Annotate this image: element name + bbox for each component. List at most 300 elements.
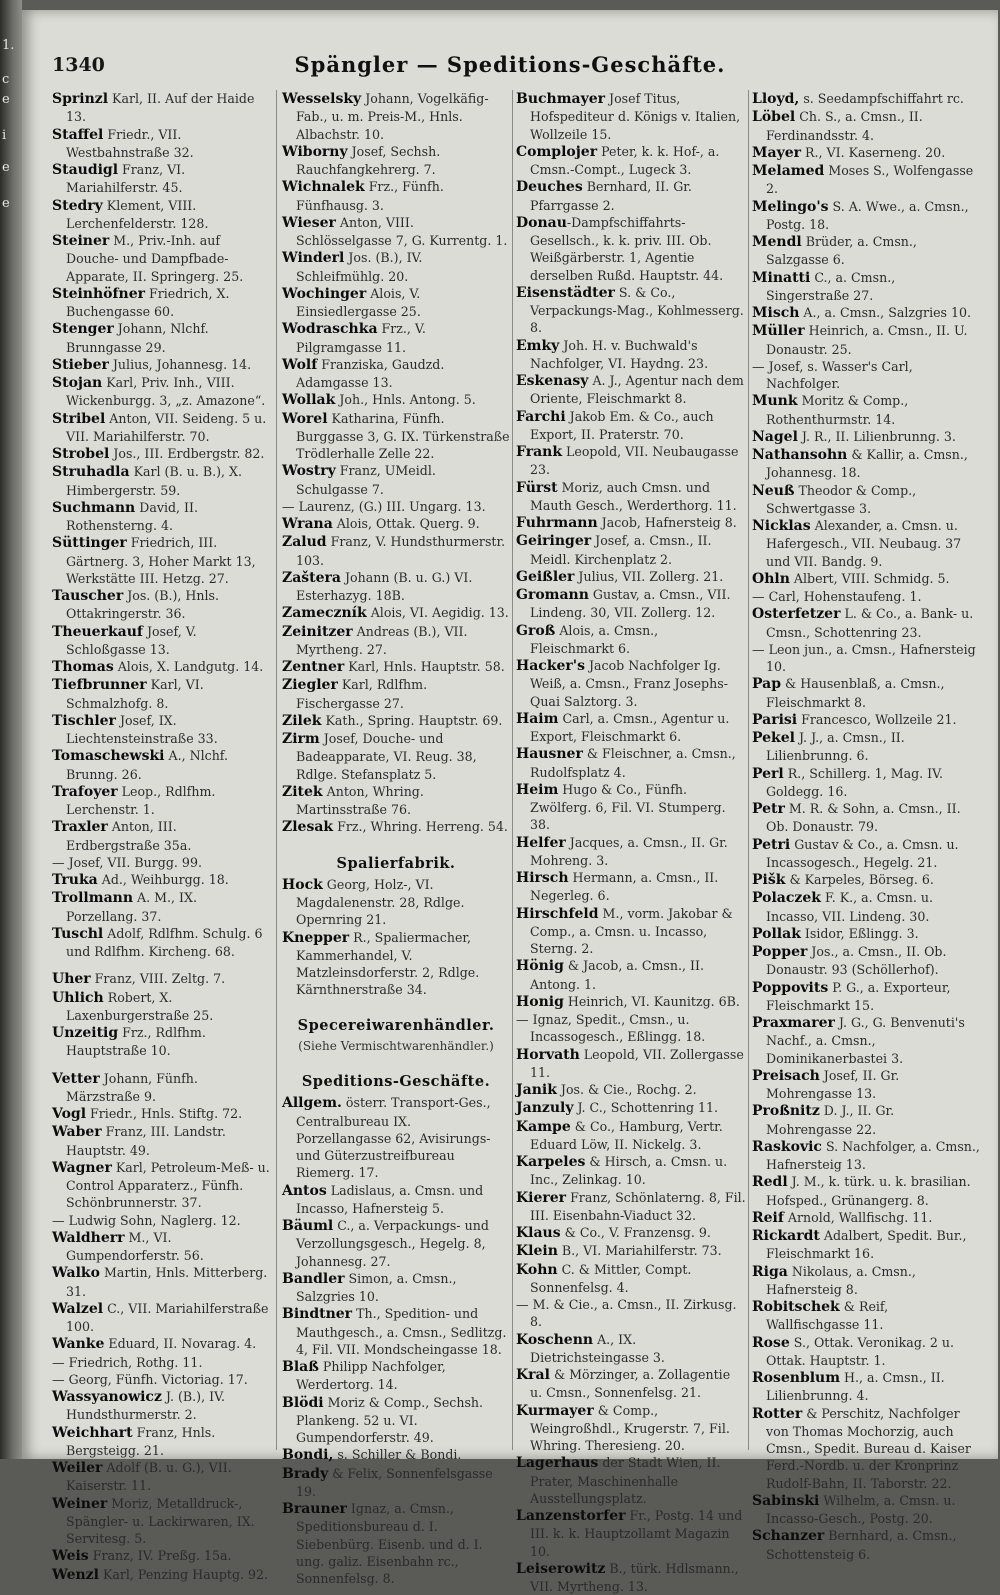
directory-entry xyxy=(516,1331,746,1367)
entry-details: — Georg, Fünfh. Victoriag. 17. xyxy=(52,1371,248,1387)
entry-details: S. A. Wwe., a. Cmsn., Postg. 18. xyxy=(766,198,969,232)
directory-column xyxy=(516,90,746,1594)
entry-name: Rotter xyxy=(752,1405,803,1422)
entry-details: & Hausenblaß, a. Cmsn., Fleischmarkt 8. xyxy=(766,676,945,710)
entry-details: Johann, Vogelkäfig-Fab., u. m. Preis-M., Hnls. Albachstr. 10. xyxy=(296,91,489,142)
entry-name: Koschenn xyxy=(516,1331,594,1348)
directory-entry xyxy=(52,1424,270,1460)
directory-entry xyxy=(282,876,510,929)
directory-entry xyxy=(752,269,982,305)
entry-name: Nagel xyxy=(752,428,798,445)
entry-name: Trollmann xyxy=(52,890,133,907)
directory-entry xyxy=(52,534,270,587)
entry-name: Complojer xyxy=(516,143,598,160)
entry-details: Franz, III. Landstr. Hauptstr. 49. xyxy=(66,1124,226,1158)
entry-name: Traxler xyxy=(52,819,108,836)
directory-page xyxy=(22,10,998,1594)
directory-entry xyxy=(516,710,746,746)
directory-entry xyxy=(52,1459,270,1495)
directory-entry xyxy=(52,1105,270,1123)
entry-name: Kohn xyxy=(516,1261,558,1278)
directory-entry xyxy=(752,90,982,108)
entry-details: Julius, Johannesg. 14. xyxy=(108,356,252,372)
directory-entry xyxy=(752,1369,982,1405)
running-title: Spängler — Speditions-Geschäfte. xyxy=(294,52,726,77)
directory-entry xyxy=(52,463,270,499)
entry-name: Fürst xyxy=(516,479,558,496)
directory-entry xyxy=(516,372,746,408)
entry-details: Josef, II. Gr. Mohrengasse 13. xyxy=(766,1067,900,1101)
entry-details: Friedr., Hnls. Stiftg. 72. xyxy=(86,1106,243,1121)
directory-entry xyxy=(752,1334,982,1370)
directory-entry xyxy=(752,836,982,872)
directory-entry xyxy=(282,285,510,321)
directory-entry xyxy=(516,993,746,1011)
entry-name: Janik xyxy=(516,1082,557,1098)
entry-details: A. J., Agentur nach dem Oriente, Fleischmarkt 8. xyxy=(530,373,744,407)
entry-details: C., a. Verpackungs- und Verzollungsgesch., Hegelg. 8, Johannesg. 27. xyxy=(296,1218,489,1269)
directory-entry xyxy=(516,90,746,143)
entry-name: Theuerkauf xyxy=(52,623,143,640)
entry-name: Uhlich xyxy=(52,989,104,1006)
page-number: 1340 xyxy=(52,54,105,76)
entry-name: Mendl xyxy=(752,234,802,250)
entry-name: Antos xyxy=(282,1182,327,1199)
entry-details: — Laurenz, (G.) III. Ungarg. 13. xyxy=(282,498,486,514)
entry-name: Wieser xyxy=(282,214,336,231)
section-heading: Speditions-Geschäfte. xyxy=(301,1073,491,1090)
directory-entry xyxy=(516,408,746,444)
entry-details: Klement, VIII. Lerchenfelderstr. 128. xyxy=(66,197,209,231)
directory-entry xyxy=(282,658,510,676)
entry-name: Misch xyxy=(752,305,800,321)
entry-details: Leop., Rdlfhm. Lerchenstr. 1. xyxy=(66,783,216,817)
entry-details: — Ignaz, Spedit., Cmsn., u. Incassogesch., Eßlingg. 18. xyxy=(516,1012,706,1045)
entry-name: Wagner xyxy=(52,1159,112,1176)
entry-name: Proßnitz xyxy=(752,1103,820,1120)
letter-group-gap xyxy=(52,1060,270,1070)
directory-entry xyxy=(516,745,746,781)
entry-details: Jos., a. Cmsn., II. Ob. Donaustr. 93 (Schöllerhof). xyxy=(766,944,947,978)
entry-name: Kurmayer xyxy=(516,1402,594,1419)
entry-details: Leopold, VII. Zollergasse 11. xyxy=(530,1046,744,1080)
entry-name: Hacker's xyxy=(516,658,585,674)
entry-details: Philipp Nachfolger, Werdertorg. 14. xyxy=(296,1359,446,1393)
entry-name: Rose xyxy=(752,1334,790,1351)
entry-name: Zaštera xyxy=(282,569,341,586)
entry-details: Josef Titus, Hofspediteur d. Königs v. Italien, Wollzeile 15. xyxy=(530,91,741,142)
entry-name: Kampe xyxy=(516,1118,571,1135)
entry-details: S., Ottak. Veronikag. 2 u. Ottak. Hauptstr. 1. xyxy=(766,1334,955,1368)
directory-entry xyxy=(52,658,270,676)
directory-entry xyxy=(516,532,746,568)
entry-details: & Felix, Sonnenfelsgasse 19. xyxy=(296,1465,493,1499)
entry-details: P. G., a. Exporteur, Fleischmarkt 15. xyxy=(766,979,951,1013)
entry-details: Alois, a. Cmsn., Fleischmarkt 6. xyxy=(530,622,659,656)
entry-name: Zentner xyxy=(282,659,345,675)
entry-name: Weiner xyxy=(52,1495,108,1512)
directory-entry xyxy=(752,517,982,570)
directory-entry xyxy=(52,320,270,356)
directory-entry xyxy=(752,943,982,979)
entry-details: & Co., V. Franzensg. 9. xyxy=(560,1225,711,1240)
directory-entry xyxy=(52,1159,270,1212)
directory-entry xyxy=(52,410,270,446)
directory-entry xyxy=(516,143,746,179)
entry-name: Strobel xyxy=(52,446,110,462)
entry-details: & Mörzinger, a. Zollagentie u. Cmsn., Sonnenfelsg. 21. xyxy=(530,1367,731,1401)
entry-details: Karl (B. u. B.), X. Himbergerstr. 59. xyxy=(66,464,242,498)
entry-details: & Reif, Wallfischgasse 11. xyxy=(766,1299,889,1333)
entry-name: Deuches xyxy=(516,179,583,196)
directory-entry xyxy=(52,970,270,988)
entry-name: Neuß xyxy=(752,482,795,499)
entry-details: — Josef, s. Wasser's Carl, Nachfolger. xyxy=(752,358,913,391)
entry-details: Martin, Hnls. Mitterberg. 31. xyxy=(66,1265,268,1299)
entry-details: Friedrich, III. Gärtnerg. 3, Hoher Markt 13, Werkstätte III. Hetzg. 27. xyxy=(66,535,256,586)
entry-name: Raskovic xyxy=(752,1138,822,1155)
entry-name: Lloyd, xyxy=(752,91,800,107)
directory-entry xyxy=(752,162,982,198)
directory-entry xyxy=(516,1560,746,1595)
directory-column xyxy=(282,90,510,1586)
entry-details: Alois, X. Landgutg. 14. xyxy=(113,659,264,674)
entry-name: Stedry xyxy=(52,197,103,214)
entry-name: Osterfetzer xyxy=(752,606,841,623)
entry-details: Leopold, VII. Neubaugasse 23. xyxy=(530,444,739,478)
edge-mark: c xyxy=(2,72,10,87)
entry-details: Ad., Weihburgg. 18. xyxy=(97,872,229,887)
entry-details: Simon, a. Cmsn., Salzgries 10. xyxy=(296,1270,457,1304)
entry-name: Uher xyxy=(52,971,91,988)
entry-details: Gustav, a. Cmsn., VII. Lindeng. 30, VII. Zollerg. 12. xyxy=(530,587,731,621)
entry-details: Katharina, Fünfh. Burggasse 3, G. IX. Türkenstraße Trödlerhalle Zelle 22. xyxy=(296,410,510,461)
entry-details: Francesco, Wollzeile 21. xyxy=(797,711,957,727)
entry-details: Joh., Hnls. Antong. 5. xyxy=(335,392,476,408)
entry-name: Emky xyxy=(516,337,560,354)
entry-details: Adolf (B. u. G.), VII. Kaiserstr. 11. xyxy=(66,1460,232,1494)
entry-details: Frz., Rdlfhm. Hauptstraße 10. xyxy=(66,1025,206,1059)
entry-details: B., türk. Hdlsmann., VII. Myrtheng. 13. xyxy=(530,1560,739,1594)
directory-entry xyxy=(752,1138,982,1174)
directory-entry xyxy=(52,232,270,285)
column-rule xyxy=(276,90,277,1450)
entry-details: Moritz & Comp., Rothenthurmstr. 14. xyxy=(766,393,909,427)
entry-details: Albert, VIII. Schmidg. 5. xyxy=(789,570,950,586)
directory-entry xyxy=(752,144,982,162)
entry-details: Andreas (B.), VII. Myrtheng. 27. xyxy=(296,623,468,657)
directory-entry xyxy=(282,1446,510,1464)
entry-details: Anton, Whring. Martinsstraße 76. xyxy=(296,783,424,817)
entry-details: Jakob Em. & Co., auch Export, II. Praterstr. 70. xyxy=(530,408,714,442)
entry-name: Groß xyxy=(516,622,556,639)
entry-details: Jos., III. Erdbergstr. 82. xyxy=(109,446,265,461)
entry-name: Vetter xyxy=(52,1070,100,1087)
entry-name: Hönig xyxy=(516,958,564,975)
entry-details: Franz, Hnls. Bergsteigg. 21. xyxy=(66,1424,216,1458)
directory-entry xyxy=(282,1305,510,1358)
directory-entry xyxy=(752,925,982,943)
entry-details: A. M., IX. Porzellang. 37. xyxy=(66,890,197,924)
directory-entry xyxy=(52,499,270,535)
entry-details: C., VII. Mariahilferstraße 100. xyxy=(66,1300,269,1334)
entry-name: Walzel xyxy=(52,1300,104,1317)
directory-entry xyxy=(516,1046,746,1082)
entry-name: Hock xyxy=(282,876,323,893)
entry-details: Hermann, a. Cmsn., II. Negerleg. 6. xyxy=(530,870,719,904)
directory-entry xyxy=(516,1296,746,1331)
directory-entry xyxy=(52,161,270,197)
entry-name: Lanzenstorfer xyxy=(516,1508,626,1524)
entry-details: Alois, VI. Aegidig. 13. xyxy=(366,605,509,621)
entry-details: Jos. (B.), Hnls. Ottakringerstr. 36. xyxy=(66,588,219,622)
entry-name: Weiler xyxy=(52,1460,103,1476)
entry-name: Stieber xyxy=(52,356,109,373)
entry-name: Staudigl xyxy=(52,162,119,178)
directory-entry xyxy=(282,1358,510,1394)
directory-entry xyxy=(516,1261,746,1297)
directory-entry xyxy=(52,587,270,623)
directory-entry xyxy=(52,285,270,321)
edge-mark: i xyxy=(2,128,7,143)
entry-name: Klaus xyxy=(516,1225,561,1241)
entry-name: Zalud xyxy=(282,534,327,551)
entry-name: Kierer xyxy=(516,1189,567,1206)
entry-name: Donau xyxy=(516,214,567,231)
directory-entry xyxy=(52,445,270,463)
entry-name: Waldherr xyxy=(52,1229,125,1246)
directory-entry xyxy=(752,765,982,801)
directory-entry xyxy=(282,676,510,712)
entry-name: Stenger xyxy=(52,321,114,338)
entry-details: Franz, VI. Mariahilferstr. 45. xyxy=(66,162,186,196)
entry-name: Nicklas xyxy=(752,518,811,534)
directory-entry xyxy=(752,729,982,765)
directory-entry xyxy=(282,143,510,179)
entry-details: Fr., Postg. 14 und III. k. k. Hauptzollamt Magazin 10. xyxy=(530,1508,743,1559)
entry-details: J. G., G. Benvenuti's Nachf., a. Cmsn., Dominikanerbastei 3. xyxy=(766,1015,965,1066)
entry-name: Wolf xyxy=(282,356,318,373)
entry-details: Karl, II. Auf der Haide 13. xyxy=(66,91,255,125)
entry-name: Stojan xyxy=(52,375,103,391)
entry-details: Franz, IV. Preßg. 15a. xyxy=(88,1548,232,1564)
entry-name: Geißler xyxy=(516,568,575,585)
entry-name: Buchmayer xyxy=(516,91,606,107)
directory-entry xyxy=(282,783,510,819)
entry-details: Franz, UMeidl. Schulgasse 7. xyxy=(296,463,436,497)
entry-details: Bernhard, a. Cmsn., Schottensteig 6. xyxy=(766,1528,957,1562)
entry-details: — Leon jun., a. Cmsn., Hafnersteig 10. xyxy=(752,641,976,674)
entry-name: Perl xyxy=(752,765,784,782)
directory-entry xyxy=(282,410,510,463)
entry-details: A., a. Cmsn., Salzgries 10. xyxy=(799,305,972,320)
entry-name: Popper xyxy=(752,944,808,960)
entry-name: Weichhart xyxy=(52,1424,133,1441)
directory-entry xyxy=(52,90,270,126)
entry-name: Ziegler xyxy=(282,677,338,694)
directory-entry xyxy=(752,570,982,588)
entry-name: Hirsch xyxy=(516,870,569,886)
entry-details: Carl, a. Cmsn., Agentur u. Export, Fleischmarkt 6. xyxy=(530,710,730,744)
entry-name: Wenzl xyxy=(52,1566,99,1583)
directory-entry xyxy=(52,818,270,854)
entry-name: Bondi, xyxy=(282,1447,334,1464)
directory-entry xyxy=(516,1242,746,1260)
entry-details: D. J., II. Gr. Mohrengasse 22. xyxy=(766,1103,895,1137)
directory-entry xyxy=(282,356,510,392)
entry-details: Moriz & Comp., Sechsh. Plankeng. 52 u. VI. Gumpendorferstr. 49. xyxy=(296,1394,484,1445)
directory-entry xyxy=(752,1492,982,1528)
entry-details: Peter, k. k. Hof-, a. Cmsn.-Compt., Lugeck 3. xyxy=(530,143,720,177)
entry-name: Steinhöfner xyxy=(52,285,145,302)
entry-name: Brady xyxy=(282,1465,329,1482)
directory-entry xyxy=(52,989,270,1025)
directory-entry xyxy=(52,623,270,659)
entry-name: Blödi xyxy=(282,1394,324,1411)
entry-details: Franz, Schönlaterng. 8, Fil. III. Eisenbahn-Viaduct 32. xyxy=(530,1189,746,1223)
entry-details: Bernhard, II. Gr. Pfarrgasse 2. xyxy=(530,179,692,213)
letter-group-gap xyxy=(52,960,270,970)
entry-details: Moriz, auch Cmsn. und Mauth Gesch., Werderthorg. 11. xyxy=(530,479,737,513)
section-note: (Siehe Vermischtwarenhändler.) xyxy=(298,1038,494,1053)
entry-name: Farchi xyxy=(516,408,566,425)
directory-entry xyxy=(52,1070,270,1106)
directory-entry xyxy=(52,1229,270,1265)
entry-name: Thomas xyxy=(52,659,114,675)
entry-details: Johann, Fünfh. Märzstraße 9. xyxy=(66,1070,198,1104)
entry-details: J. C., Schottenring 11. xyxy=(573,1100,719,1116)
directory-entry xyxy=(52,197,270,233)
directory-entry xyxy=(752,1173,982,1209)
directory-entry xyxy=(752,979,982,1015)
directory-entry xyxy=(282,90,510,143)
entry-details: Josef, Douche- und Badeapparate, VI. Reug. 38, Rdlge. Stefansplatz 5. xyxy=(296,731,477,782)
entry-details: F. K., a. Cmsn. u. Incasso, VII. Lindeng. 30. xyxy=(766,890,933,924)
directory-entry xyxy=(516,622,746,658)
directory-entry xyxy=(282,391,510,409)
edge-mark: e xyxy=(2,160,10,175)
entry-details: Jacob Nachfolger Ig. Weiß, a. Cmsn., Franz Josephs-Quai Salztorg. 3. xyxy=(530,658,728,709)
entry-name: Unzeitig xyxy=(52,1025,119,1041)
entry-details: A., Nlchf. Brunng. 26. xyxy=(66,748,229,782)
entry-details: Moses S., Wolfengasse 2. xyxy=(766,163,974,197)
directory-entry xyxy=(752,641,982,676)
directory-entry xyxy=(282,1217,510,1270)
column-rule xyxy=(748,90,749,1450)
entry-details: — Ludwig Sohn, Naglerg. 12. xyxy=(52,1212,241,1228)
directory-entry xyxy=(752,304,982,322)
entry-name: Fuhrmann xyxy=(516,515,598,531)
entry-details: Karl, Rdlfhm. Fischergasse 27. xyxy=(296,677,428,711)
entry-name: Müller xyxy=(752,323,805,340)
entry-details: Adolf, Rdlfhm. Schulg. 6 und Rdlfhm. Kircheng. 68. xyxy=(66,925,263,959)
directory-entry xyxy=(752,1209,982,1227)
entry-details: & Fleischner, a. Cmsn., Rudolfsplatz 4. xyxy=(530,746,736,780)
directory-entry xyxy=(282,712,510,730)
entry-details: s. Schiller & Bondi. xyxy=(333,1447,462,1463)
entry-details: — Friedrich, Rothg. 11. xyxy=(52,1354,203,1370)
entry-name: Wodraschka xyxy=(282,321,378,338)
directory-entry xyxy=(516,1402,746,1455)
entry-name: Hirschfeld xyxy=(516,905,599,922)
directory-entry xyxy=(282,1394,510,1447)
entry-name: Vogl xyxy=(52,1106,87,1122)
entry-name: Lagerhaus xyxy=(516,1455,599,1472)
entry-name: Nathansohn xyxy=(752,447,848,463)
entry-name: Petri xyxy=(752,836,791,853)
directory-entry xyxy=(516,1366,746,1402)
entry-name: Gromann xyxy=(516,587,589,603)
directory-entry xyxy=(52,1354,270,1371)
entry-details: der Stadt Wien, II. Prater, Maschinenhalle Ausstellungsplatz. xyxy=(530,1455,721,1506)
entry-details: B., VI. Mariahilferstr. 73. xyxy=(557,1243,722,1259)
entry-details: Franziska, Gaudzd. Adamgasse 13. xyxy=(296,356,445,390)
entry-name: Rickardt xyxy=(752,1228,820,1244)
entry-name: Wesselsky xyxy=(282,91,362,107)
directory-entry xyxy=(516,568,746,586)
entry-details: A., IX. Dietrichsteingasse 3. xyxy=(530,1331,665,1365)
directory-entry xyxy=(282,320,510,356)
directory-entry xyxy=(752,358,982,393)
entry-name: Polaczek xyxy=(752,890,821,907)
entry-details: Wilhelm, a. Cmsn. u. Incasso-Gesch., Postg. 20. xyxy=(766,1492,956,1526)
column-rule xyxy=(512,90,513,1450)
directory-entry xyxy=(752,1067,982,1103)
directory-entry xyxy=(52,854,270,871)
entry-details: & Perschitz, Nachfolger von Thomas Mochorzig, auch Cmsn., Spedit. Bureau d. Kaiser Ferd.-Nordb. u. der Kronprinz Rudolf-Bahn, II. Taborstr. 22. xyxy=(766,1405,971,1491)
entry-details: M. R. & Sohn, a. Cmsn., II. Ob. Donaustr. 79. xyxy=(766,801,961,835)
entry-details: J. R., II. Lilienbrunng. 3. xyxy=(797,428,956,444)
edge-mark: e xyxy=(2,196,10,211)
directory-entry xyxy=(752,871,982,889)
entry-name: Kral xyxy=(516,1367,550,1383)
directory-entry xyxy=(752,446,982,482)
entry-name: Tauscher xyxy=(52,588,124,604)
entry-details: — M. & Cie., a. Cmsn., II. Zirkusg. 8. xyxy=(516,1297,737,1330)
directory-entry xyxy=(52,676,270,712)
entry-details: J. J., a. Cmsn., II. Lilienbrunng. 6. xyxy=(766,730,905,764)
entry-name: Leiserowitz xyxy=(516,1560,606,1577)
entry-name: Munk xyxy=(752,393,798,410)
entry-details: Heinrich, a. Cmsn., II. U. Donaustr. 25. xyxy=(766,323,968,357)
entry-details: Robert, X. Laxenburgerstraße 25. xyxy=(66,989,214,1023)
entry-name: Klein xyxy=(516,1243,558,1260)
directory-entry xyxy=(516,214,746,284)
entry-details: R., VI. Kaserneng. 20. xyxy=(801,144,946,160)
entry-name: Hausner xyxy=(516,746,583,763)
entry-details: Georg, Holz-, VI. Magdalenenstr. 28, Rdlge. Opernring 21. xyxy=(296,876,465,928)
entry-name: Struhadla xyxy=(52,464,130,481)
entry-name: Pekel xyxy=(752,730,795,746)
entry-details: Karl, Penzing Hauptg. 92. xyxy=(98,1566,269,1582)
entry-name: Helfer xyxy=(516,834,566,851)
entry-details: -Dampfschiffahrts-Gesellsch., k. k. priv. III. Ob. Weißgärberstr. 1, Agentie derselben Rußd. Hauptstr. 44. xyxy=(530,214,724,283)
scan-binding-edge xyxy=(0,0,22,1459)
entry-details: Frz., Whring. Herreng. 54. xyxy=(333,819,508,835)
directory-entry xyxy=(282,1465,510,1501)
entry-name: Bandler xyxy=(282,1270,345,1287)
edge-mark: 1. xyxy=(2,38,15,53)
entry-details: J. M., k. türk. u. k. brasilian. Hofsped., Grünangerg. 8. xyxy=(766,1174,971,1208)
entry-name: Staffel xyxy=(52,126,104,143)
entry-details: — Carl, Hohenstaufeng. 1. xyxy=(752,589,922,604)
entry-name: Tomaschewski xyxy=(52,748,165,765)
entry-name: Pišk xyxy=(752,872,786,888)
entry-name: Mayer xyxy=(752,144,801,161)
entry-details: Karl, Petroleum-Meß- u. Control Apparaterz., Fünfh. Schönbrunnerstr. 37. xyxy=(66,1159,270,1211)
entry-details: & Kallir, a. Cmsn., Johannesg. 18. xyxy=(766,447,968,481)
directory-entry xyxy=(516,178,746,214)
